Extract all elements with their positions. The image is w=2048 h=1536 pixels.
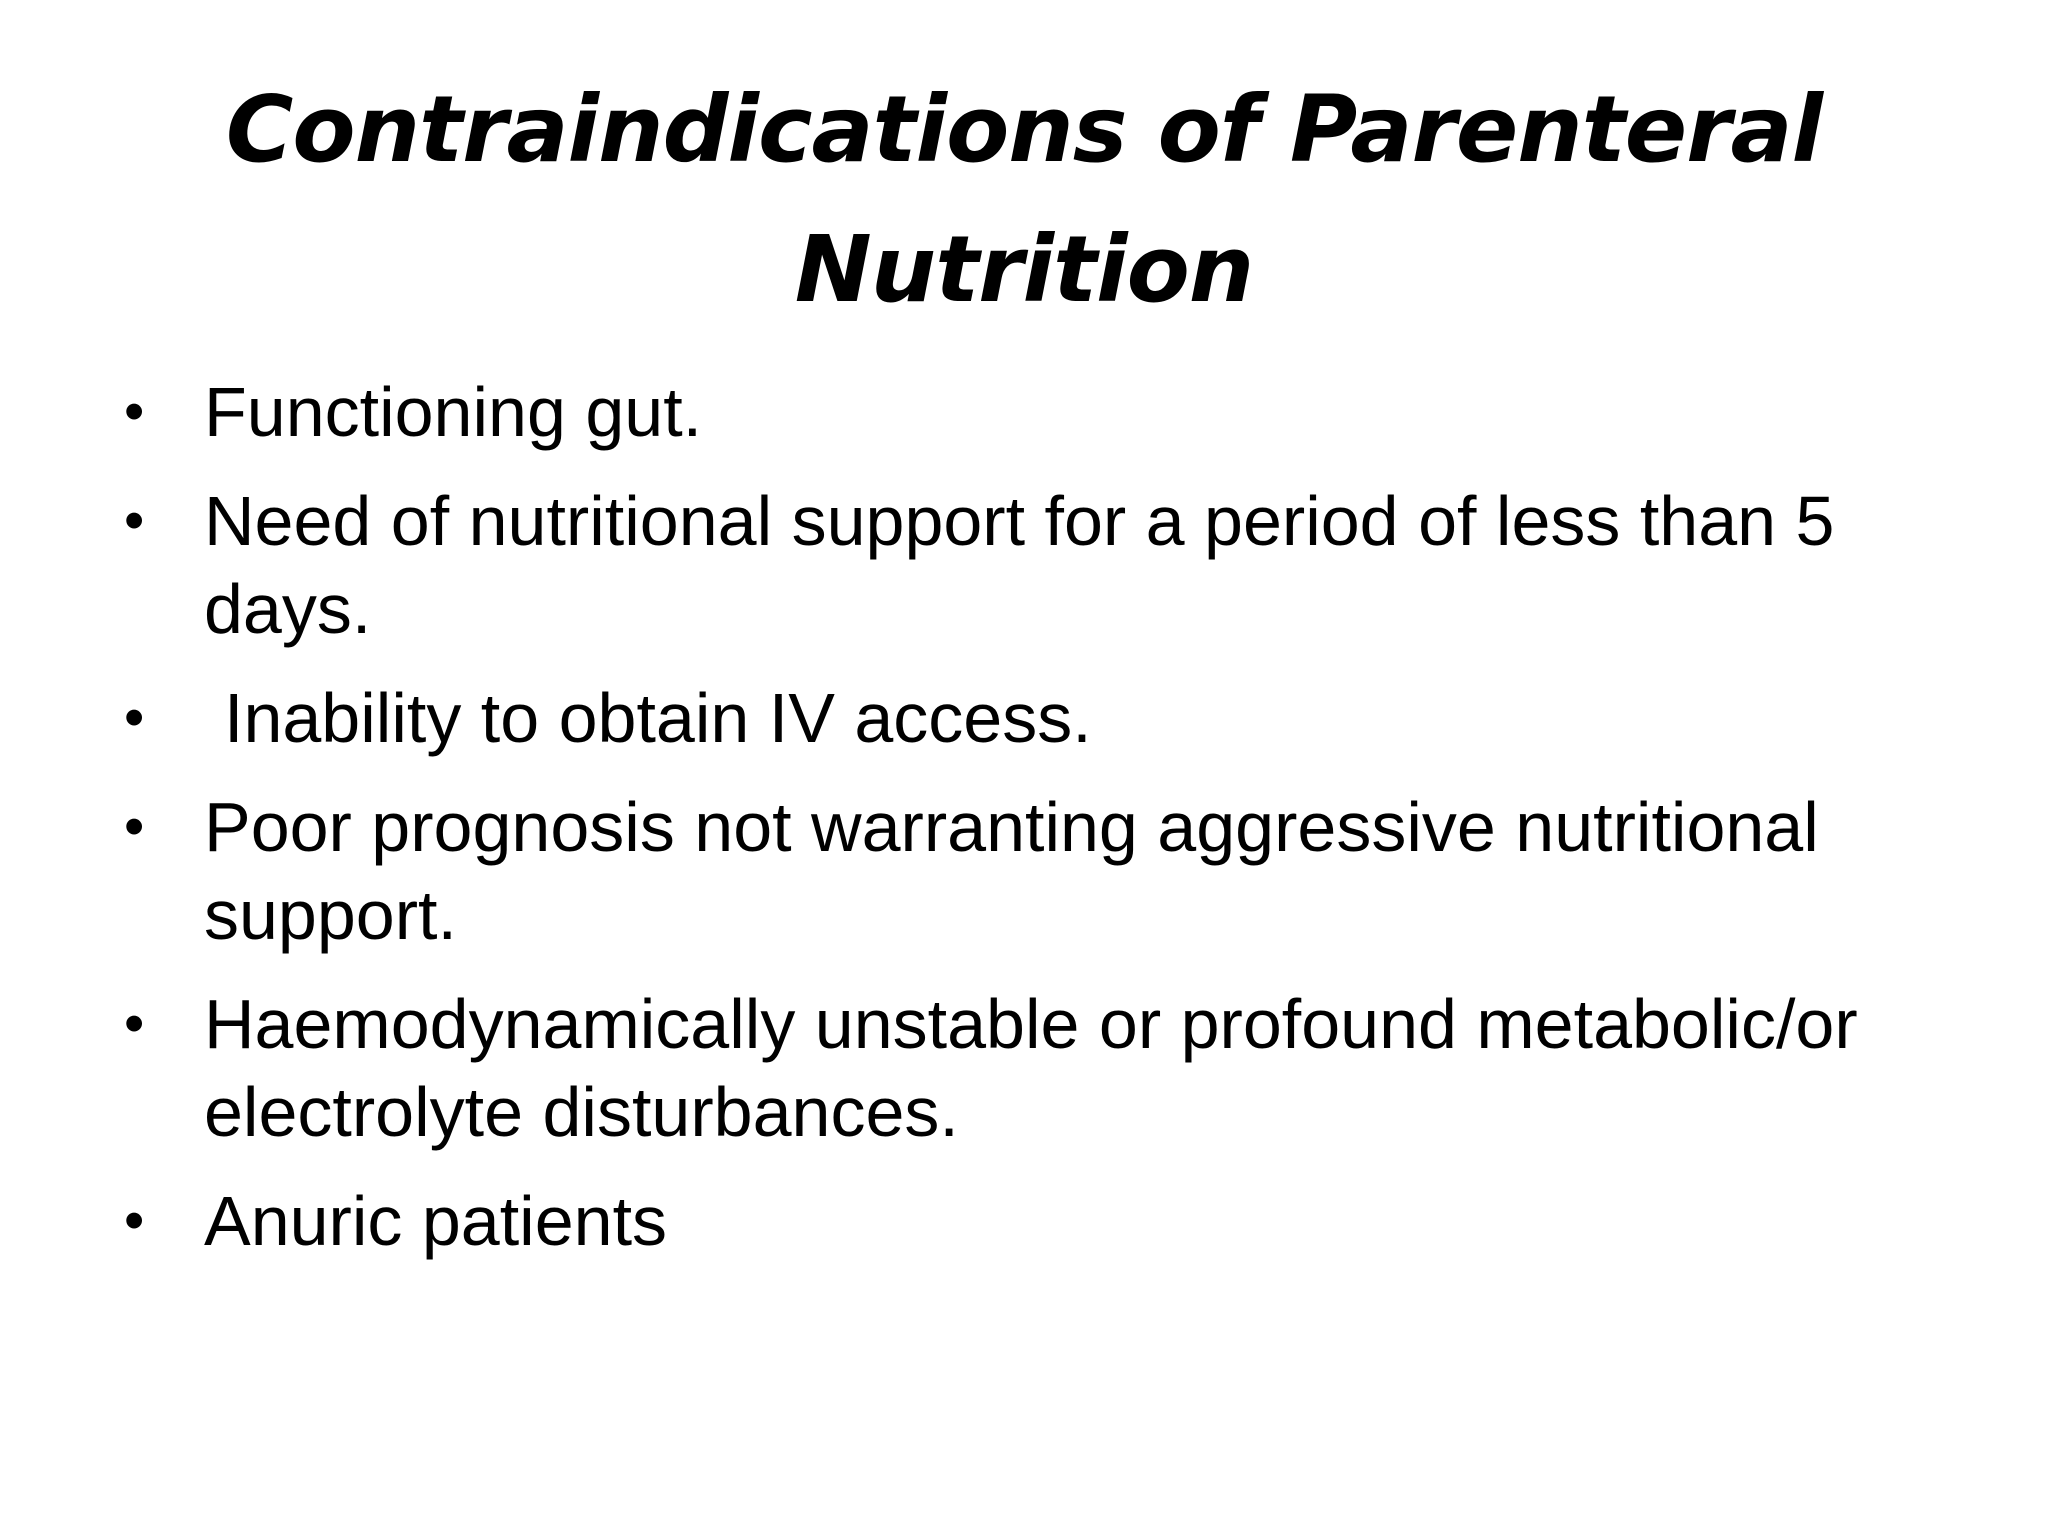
slide-title [150, 60, 1898, 340]
bullet-icon: • [124, 379, 145, 444]
bullet-icon: • [124, 794, 145, 859]
bullet-icon: • [124, 1188, 145, 1253]
bullet-item-poor-prognosis [118, 783, 1918, 959]
bullet-text: Need of nutritional support for a period of less than 5 days. [204, 482, 1835, 648]
bullet-text: Haemodynamically unstable or profound metabolic/or electrolyte disturbances. [204, 985, 1858, 1151]
bullet-icon: • [124, 991, 145, 1056]
bullet-item-haemodynamic [118, 980, 1918, 1156]
bullet-text: Functioning gut. [204, 373, 703, 451]
bullet-item-short-support [118, 477, 1918, 653]
title-line-2: Nutrition [794, 216, 1254, 323]
bullet-icon: • [124, 685, 145, 750]
bullet-item-iv-access [118, 674, 1918, 762]
bullet-item-functioning-gut [118, 368, 1918, 456]
bullet-item-anuric [118, 1177, 1918, 1265]
bullet-list [118, 368, 1918, 1286]
bullet-icon: • [124, 488, 145, 553]
bullet-text: Inability to obtain IV access. [224, 679, 1092, 757]
title-line-1: Contraindications of Parenteral [225, 76, 1823, 183]
bullet-text: Poor prognosis not warranting aggressive nutritional support. [204, 788, 1819, 954]
bullet-text: Anuric patients [204, 1182, 668, 1260]
